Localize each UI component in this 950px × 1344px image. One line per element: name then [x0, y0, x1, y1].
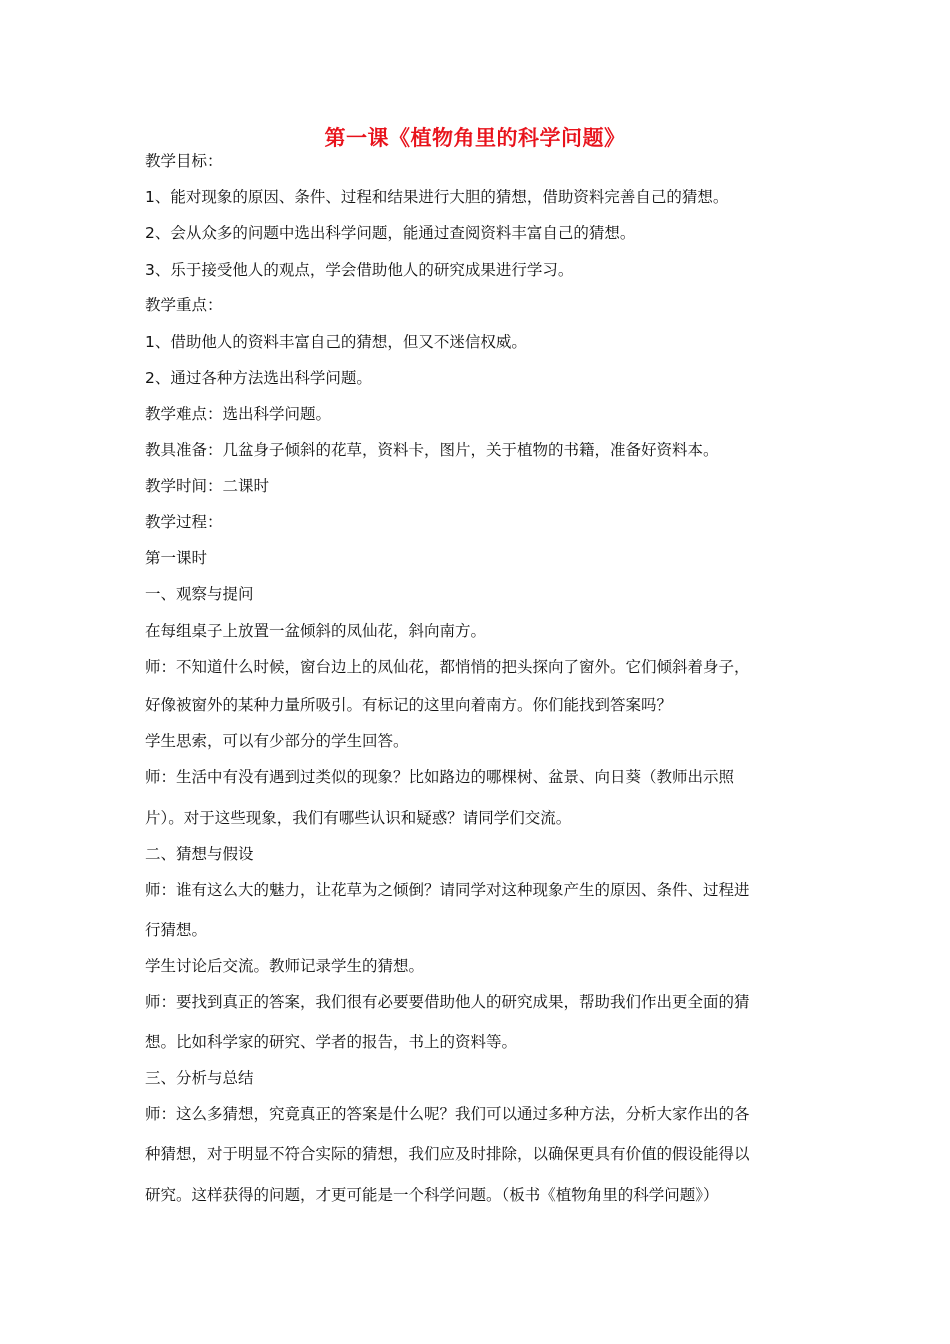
- section-heading-process: 教学过程：: [145, 513, 223, 531]
- paragraph-line: 研究。这样获得的问题，才更可能是一个科学问题。（板书《植物角里的科学问题》）: [145, 1186, 719, 1204]
- paragraph-line: 师：不知道什么时候，窗台边上的凤仙花，都悄悄的把头探向了窗外。它们倾斜着身子，: [145, 658, 750, 676]
- difficulty-line: 教学难点：选出科学问题。: [145, 405, 332, 423]
- paragraph-line: 师：谁有这么大的魅力，让花草为之倾倒？请同学对这种现象产生的原因、条件、过程进: [145, 881, 750, 899]
- paragraph-line: 好像被窗外的某种力量所吸引。有标记的这里向着南方。你们能找到答案吗？: [145, 696, 673, 714]
- key-point-item-2: 2、通过各种方法选出科学问题。: [145, 369, 372, 387]
- paragraph-line: 想。比如科学家的研究、学者的报告，书上的资料等。: [145, 1033, 518, 1051]
- objective-item-1: 1、能对现象的原因、条件、过程和结果进行大胆的猜想，借助资料完善自己的猜想。: [145, 188, 729, 206]
- paragraph-line: 学生讨论后交流。教师记录学生的猜想。: [145, 957, 425, 975]
- section-heading-key-points: 教学重点：: [145, 296, 223, 314]
- paragraph-line: 种猜想，对于明显不符合实际的猜想，我们应及时排除，以确保更具有价值的假设能得以: [145, 1145, 750, 1163]
- objective-item-3: 3、乐于接受他人的观点，学会借助他人的研究成果进行学习。: [145, 261, 574, 279]
- paragraph-line: 在每组桌子上放置一盆倾斜的凤仙花，斜向南方。: [145, 622, 487, 640]
- section-heading-objectives: 教学目标：: [145, 152, 223, 170]
- paragraph-line: 片）。对于这些现象，我们有哪些认识和疑惑？请同学们交流。: [145, 809, 572, 827]
- paragraph-line: 师：生活中有没有遇到过类似的现象？比如路边的哪棵树、盆景、向日葵（教师出示照: [145, 768, 735, 786]
- materials-line: 教具准备：几盆身子倾斜的花草，资料卡，图片，关于植物的书籍，准备好资料本。: [145, 441, 719, 459]
- key-point-item-1: 1、借助他人的资料丰富自己的猜想，但又不迷信权威。: [145, 333, 527, 351]
- paragraph-line: 师：要找到真正的答案，我们很有必要要借助他人的研究成果，帮助我们作出更全面的猜: [145, 993, 750, 1011]
- paragraph-line: 师：这么多猜想，究竟真正的答案是什么呢？我们可以通过多种方法，分析大家作出的各: [145, 1105, 750, 1123]
- page-title: 第一课《植物角里的科学问题》: [324, 126, 626, 150]
- time-line: 教学时间：二课时: [145, 477, 270, 495]
- objective-item-2: 2、会从众多的问题中选出科学问题，能通过查阅资料丰富自己的猜想。: [145, 224, 636, 242]
- part-two-heading: 二、猜想与假设: [145, 845, 254, 863]
- part-one-heading: 一、观察与提问: [145, 585, 254, 603]
- part-three-heading: 三、分析与总结: [145, 1069, 254, 1087]
- lesson-one-heading: 第一课时: [145, 549, 208, 567]
- paragraph-line: 行猜想。: [145, 921, 208, 939]
- paragraph-line: 学生思索，可以有少部分的学生回答。: [145, 732, 409, 750]
